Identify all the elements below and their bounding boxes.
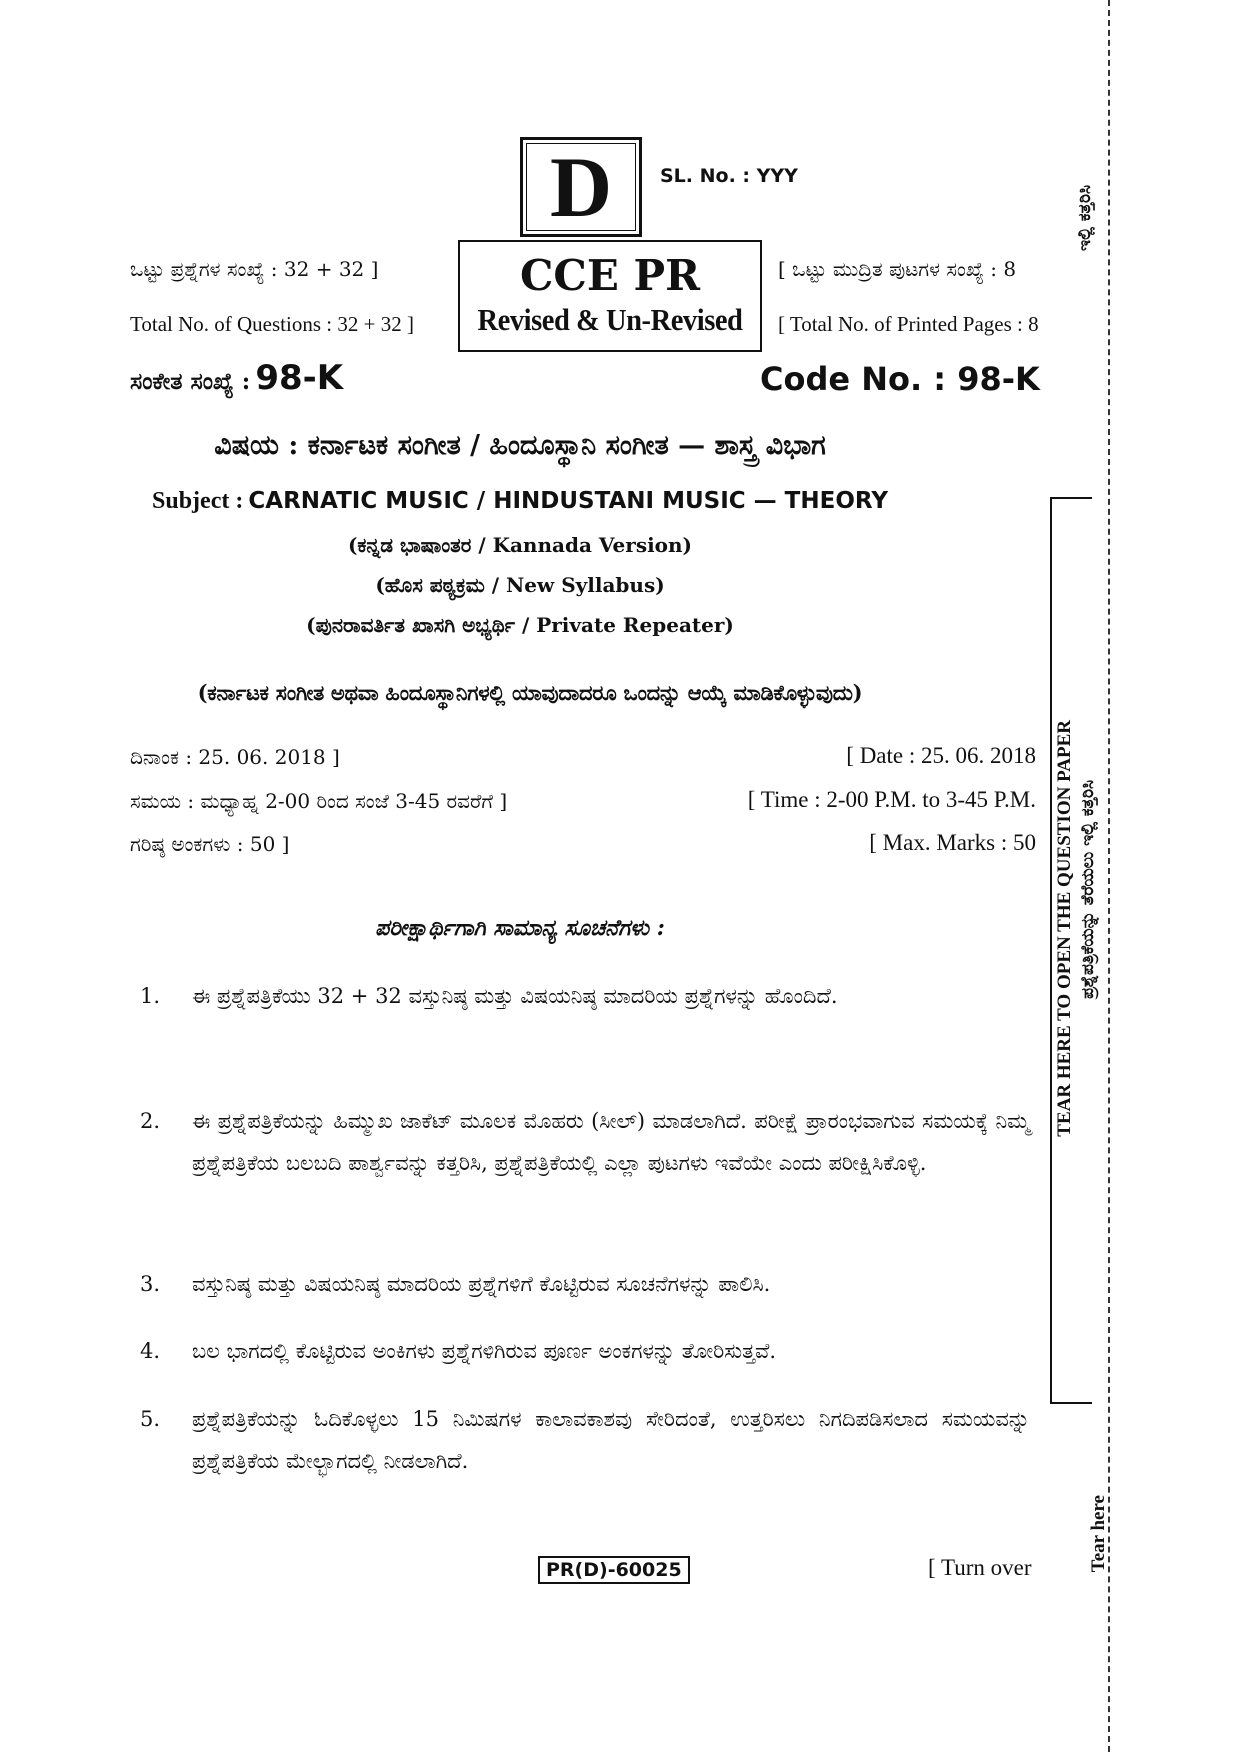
date-en: [ Date : 25. 06. 2018	[846, 743, 1036, 768]
code-kn-value: 98-K	[255, 358, 344, 398]
instruction-number: 1.	[140, 984, 161, 1008]
instruction-item	[140, 975, 1030, 1017]
time-kn: ಸಮಯ : ಮಧ್ಯಾಹ್ನ 2-00 ರಿಂದ ಸಂಜೆ 3-45 ರವರೆಗೆ ]	[130, 789, 508, 813]
cce-title: CCE PR	[520, 251, 700, 300]
syllabus: (ಹೊಸ ಪಠ್ಯಕ್ರಮ / New Syllabus)	[375, 573, 665, 597]
instruction-text: ವಸ್ತುನಿಷ್ಠ ಮತ್ತು ವಿಷಯನಿಷ್ಠ ಮಾದರಿಯ ಪ್ರಶ್ನೆಗಳಿಗೆ ಕೊಟ್ಟಿರುವ ಸೂಚನೆಗಳನ್ನು ಪಾಲಿಸಿ.	[192, 1272, 771, 1296]
date-kn: ದಿನಾಂಕ : 25. 06. 2018 ]	[130, 745, 340, 769]
instruction-item	[140, 1100, 1030, 1184]
language-version: (ಕನ್ನಡ ಭಾಷಾಂತರ / Kannada Version)	[347, 533, 693, 557]
subject-en	[0, 488, 1040, 515]
instruction-text: ಪ್ರಶ್ನೆಪತ್ರಿಕೆಯನ್ನು ಓದಿಕೊಳ್ಳಲು 15 ನಿಮಿಷಗಳ ಕಾಲಾವಕಾಶವು ಸೇರಿದಂತೆ, ಉತ್ತರಿಸಲು ನಿಗದಿಪಡಿಸಲಾದ ಸಮಯವನ್ನು ಪ್ರಶ್ನೆಪತ್ರಿಕೆಯ ಮೇಲ್ಭಾಗದಲ್ಲಿ ನೀಡಲಾಗಿದೆ.	[192, 1407, 1030, 1473]
instruction-item	[140, 1398, 1030, 1482]
instruction-text: ಬಲ ಭಾಗದಲ್ಲಿ ಕೊಟ್ಟಿರುವ ಅಂಕಿಗಳು ಪ್ರಶ್ನೆಗಳಿಗಿರುವ ಪೂರ್ಣ ಅಂಕಗಳನ್ನು ತೋರಿಸುತ್ತವೆ.	[192, 1339, 777, 1363]
marks-kn: ಗರಿಷ್ಠ ಅಂಕಗಳು : 50 ]	[130, 832, 290, 856]
total-questions-kn: ಒಟ್ಟು ಪ್ರಶ್ನೆಗಳ ಸಂಖ್ಯೆ : 32 + 32 ]	[130, 257, 379, 281]
printed-pages-kn: [ ಒಟ್ಟು ಮುದ್ರಿತ ಪುಟಗಳ ಸಂಖ್ಯೆ : 8	[778, 257, 1017, 281]
total-questions-en: Total No. of Questions : 32 + 32 ]	[130, 312, 414, 336]
candidate-type: (ಪುನರಾವರ್ತಿತ ಖಾಸಗಿ ಅಭ್ಯರ್ಥಿ / Private Repeater)	[306, 613, 734, 637]
serial-number: SL. No. : YYY	[660, 165, 798, 187]
marks-en: [ Max. Marks : 50	[869, 830, 1036, 855]
code-number-en: Code No. : 98-K	[760, 360, 1040, 398]
instruction-number: 5.	[140, 1407, 161, 1431]
instructions-heading: ಪರೀಕ್ಷಾರ್ಥಿಗಾಗಿ ಸಾಮಾನ್ಯ ಸೂಚನೆಗಳು :	[375, 915, 665, 941]
subject-title: CARNATIC MUSIC / HINDUSTANI MUSIC — THEORY	[248, 488, 888, 514]
code-kn-label: ಸಂಕೇತ ಸಂಖ್ಯೆ :	[130, 368, 251, 395]
instruction-number: 3.	[140, 1272, 161, 1296]
cce-title-box	[458, 240, 762, 352]
turn-over: [ Turn over	[928, 1555, 1032, 1580]
tear-here: Tear here	[1088, 1495, 1109, 1573]
tear-top-kn: ಇಲ್ಲಿ ಕತ್ತರಿಸಿ	[1075, 185, 1095, 251]
choice-note: (ಕರ್ನಾಟಕ ಸಂಗೀತ ಅಥವಾ ಹಿಂದೂಸ್ಥಾನಿಗಳಲ್ಲಿ ಯಾವುದಾದರೂ ಒಂದನ್ನು ಆಯ್ಕೆ ಮಾಡಿಕೊಳ್ಳುವುದು)	[197, 680, 863, 705]
tear-line[interactable]	[1108, 0, 1110, 1752]
code-number-kn	[130, 358, 343, 398]
time-en: [ Time : 2-00 P.M. to 3-45 P.M.	[747, 787, 1036, 812]
instruction-number: 4.	[140, 1339, 161, 1363]
subject-prefix: Subject :	[152, 488, 244, 514]
booklet-code-box	[520, 137, 642, 237]
paper-code: PR(D)-60025	[538, 1556, 690, 1584]
cce-subtitle: Revised & Un-Revised	[477, 302, 743, 337]
instruction-text: ಈ ಪ್ರಶ್ನೆಪತ್ರಿಕೆಯು 32 + 32 ವಸ್ತುನಿಷ್ಠ ಮತ್ತು ವಿಷಯನಿಷ್ಠ ಮಾದರಿಯ ಪ್ರಶ್ನೆಗಳನ್ನು ಹೊಂದಿದೆ.	[192, 984, 838, 1008]
instruction-item	[140, 1330, 1030, 1372]
printed-pages-en: [ Total No. of Printed Pages : 8	[778, 312, 1039, 336]
subject-kn: ವಿಷಯ : ಕರ್ನಾಟಕ ಸಂಗೀತ / ಹಿಂದೂಸ್ಥಾನಿ ಸಂಗೀತ — ಶಾಸ್ತ್ರ ವಿಭಾಗ	[214, 430, 826, 461]
instruction-text: ಈ ಪ್ರಶ್ನೆಪತ್ರಿಕೆಯನ್ನು ಹಿಮ್ಮುಖ ಜಾಕೆಟ್ ಮೂಲಕ ಮೊಹರು (ಸೀಲ್) ಮಾಡಲಾಗಿದೆ. ಪರೀಕ್ಷೆ ಪ್ರಾರಂಭವಾಗುವ ಸಮಯಕ್ಕೆ ನಿಮ್ಮ ಪ್ರಶ್ನೆಪತ್ರಿಕೆಯ ಬಲಬದಿ ಪಾರ್ಶ್ವವನ್ನು ಕತ್ತರಿಸಿ, ಪ್ರಶ್ನೆಪತ್ರಿಕೆಯಲ್ಲಿ ಎಲ್ಲಾ ಪುಟಗಳು ಇವೆಯೇ ಎಂದು ಪರೀಕ್ಷಿಸಿಕೊಳ್ಳಿ.	[192, 1109, 1030, 1175]
booklet-code: D	[549, 139, 613, 235]
tear-instruction-en: TEAR HERE TO OPEN THE QUESTION PAPER	[1054, 720, 1075, 1137]
tear-instruction-kn: ಪ್ರಶ್ನೆಪತ್ರಿಕೆಯನ್ನು ತೆರೆಯಲು ಇಲ್ಲಿ ಕತ್ತರಿಸಿ	[1078, 780, 1098, 999]
instruction-number: 2.	[140, 1109, 161, 1133]
instruction-item	[140, 1263, 1030, 1305]
